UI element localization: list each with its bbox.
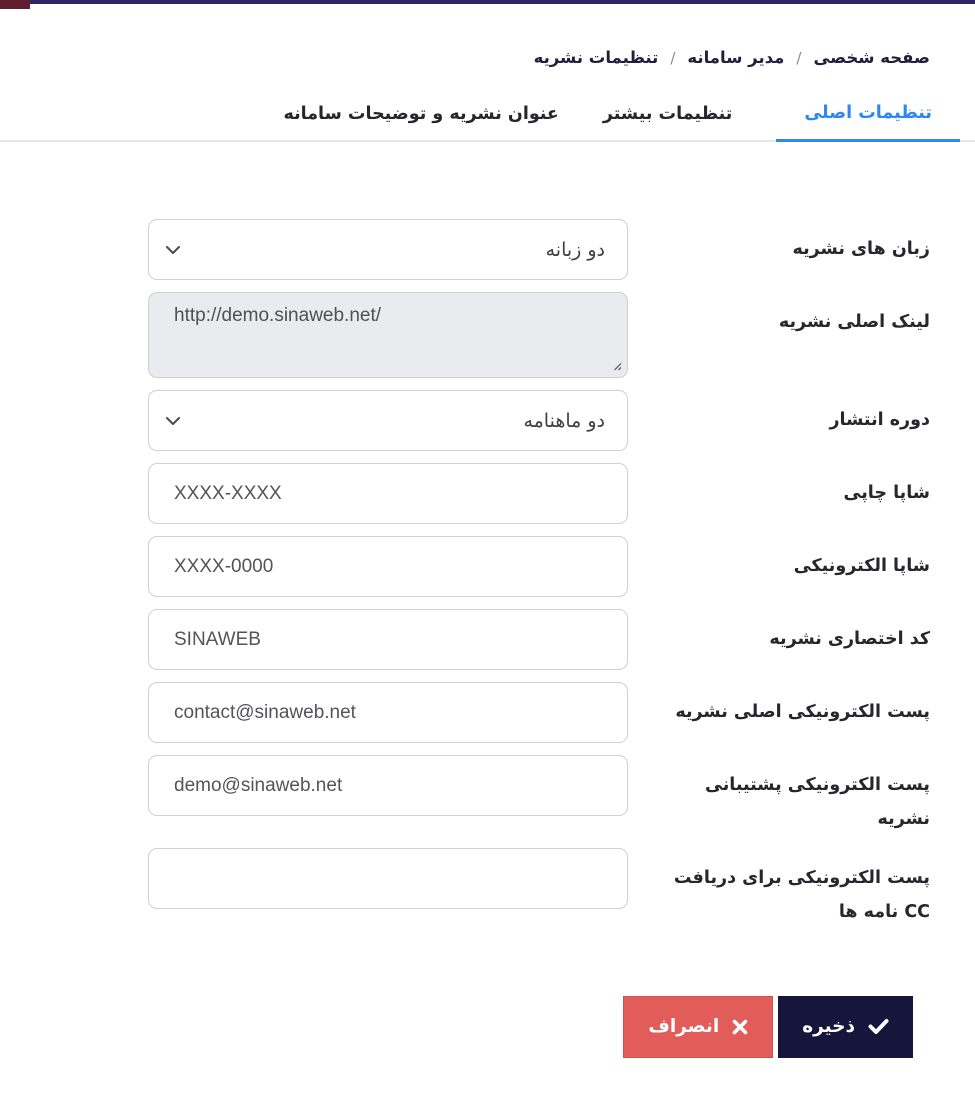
main-email-input[interactable] [148,682,628,743]
publication-period-select[interactable] [148,390,628,451]
journal-url-row [45,292,930,378]
breadcrumb-item-personal-page[interactable]: صفحه شخصی [813,48,930,67]
cancel-button-label: انصراف [648,1016,720,1037]
electronic-issn-input[interactable] [148,536,628,597]
save-button[interactable] [778,996,913,1058]
breadcrumb [0,48,930,67]
check-icon [868,1018,889,1035]
journal-code-input[interactable] [148,609,628,670]
field-label-electronic-issn: شاپا الکترونیکی [793,556,930,576]
journal-settings-form [0,219,975,1058]
field-label-journal-code: کد اختصاری نشریه [769,629,930,649]
print-issn-row [45,463,930,524]
settings-tabs [0,103,975,142]
journal-code-row [45,609,930,670]
field-label-main-email: پست الکترونیکی اصلی نشریه [675,702,930,722]
save-button-label: ذخیره [802,1016,855,1037]
breadcrumb-item-journal-settings: تنظیمات نشریه [533,48,659,67]
field-label-publication-period: دوره انتشار [829,410,930,430]
breadcrumb-separator: / [796,48,802,67]
support-email-input[interactable] [148,755,628,816]
journal-languages-row [45,219,930,280]
cc-email-row [45,848,930,929]
tab-journal-title-description[interactable]: عنوان نشریه و توضیحات سامانه [283,104,559,124]
top-accent-bar [0,0,975,4]
corner-accent [0,0,30,9]
journal-url-textarea[interactable] [148,292,628,378]
print-issn-input[interactable] [148,463,628,524]
breadcrumb-item-system-admin[interactable]: مدیر سامانه [687,48,785,67]
electronic-issn-row [45,536,930,597]
tab-more-settings[interactable]: تنظیمات بیشتر [602,104,733,124]
cancel-button[interactable] [623,996,773,1058]
tab-main-settings[interactable]: تنظیمات اصلی [776,103,960,142]
main-email-row [45,682,930,743]
publication-period-row [45,390,930,451]
breadcrumb-separator: / [670,48,676,67]
field-label-print-issn: شاپا چاپی [843,483,930,503]
x-icon [732,1019,748,1035]
field-label-journal-url: لینک اصلی نشریه [778,312,930,332]
support-email-row [45,755,930,836]
form-actions [45,996,930,1058]
journal-languages-select[interactable] [148,219,628,280]
cc-email-input[interactable] [148,848,628,909]
field-label-journal-languages: زبان های نشریه [792,239,930,259]
field-label-cc-email: پست الکترونیکی برای دریافت CC نامه ها [673,868,930,923]
field-label-support-email: پست الکترونیکی پشتیبانی نشریه [705,775,930,830]
